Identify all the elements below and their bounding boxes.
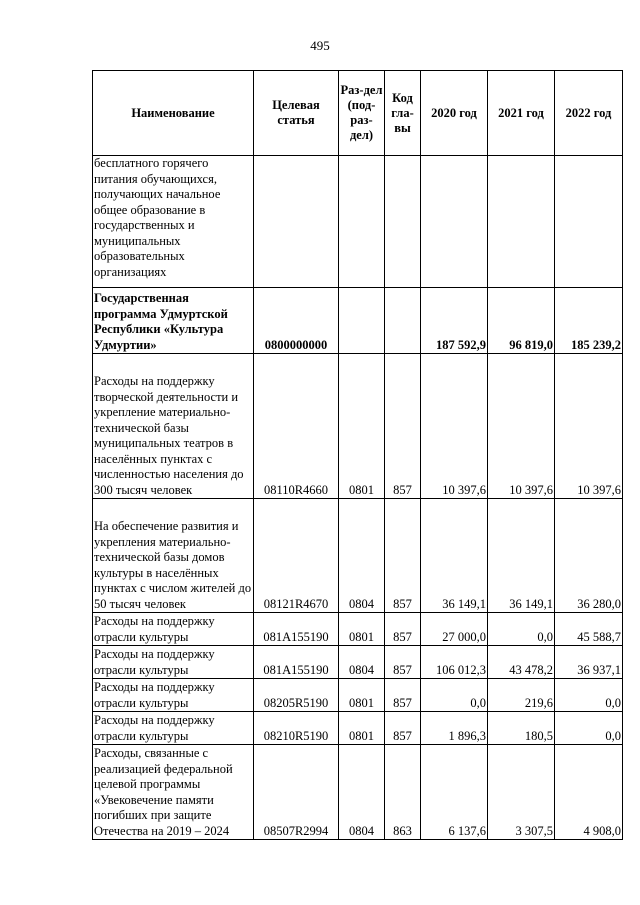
cell-target: 08507R2994: [254, 745, 339, 840]
header-section: Раз-дел (под-раз-дел): [339, 71, 385, 156]
table-row: [93, 288, 623, 354]
cell-section: 0804: [339, 499, 385, 613]
cell-section: [339, 156, 385, 288]
cell-2022: 10 397,6: [555, 354, 623, 499]
cell-2022: 185 239,2: [555, 288, 623, 354]
cell-name: Расходы на поддержку отрасли культуры: [93, 613, 254, 646]
cell-2021: 43 478,2: [488, 646, 555, 679]
cell-2022: 0,0: [555, 679, 623, 712]
cell-target: 08205R5190: [254, 679, 339, 712]
cell-2020: 0,0: [421, 679, 488, 712]
table-row: [93, 156, 623, 288]
cell-2020: 106 012,3: [421, 646, 488, 679]
cell-2021: 219,6: [488, 679, 555, 712]
cell-2021: 180,5: [488, 712, 555, 745]
cell-2022: 0,0: [555, 712, 623, 745]
cell-2020: 36 149,1: [421, 499, 488, 613]
page-number: 495: [310, 38, 330, 53]
cell-target: 08121R4670: [254, 499, 339, 613]
cell-2021: 0,0: [488, 613, 555, 646]
cell-ministry: 857: [385, 613, 421, 646]
cell-2021: [488, 156, 555, 288]
cell-name: На обеспечение развития и укрепления материально-технической базы домов культуры в населённых пунктах с числом жителей до 50 тысяч человек: [93, 499, 254, 613]
cell-2022: 4 908,0: [555, 745, 623, 840]
cell-2022: 36 937,1: [555, 646, 623, 679]
cell-2020: 10 397,6: [421, 354, 488, 499]
table-row: [93, 499, 623, 613]
cell-2022: 36 280,0: [555, 499, 623, 613]
cell-target: [254, 156, 339, 288]
cell-section: 0804: [339, 745, 385, 840]
header-ministry: Код гла-вы: [385, 71, 421, 156]
header-name: Наименование: [93, 71, 254, 156]
cell-section: 0801: [339, 354, 385, 499]
cell-name: бесплатного горячего питания обучающихся, получающих начальное общее образование в государственных и муниципальных образовательных организациях: [93, 156, 254, 288]
cell-2020: 187 592,9: [421, 288, 488, 354]
cell-ministry: 863: [385, 745, 421, 840]
cell-2021: 3 307,5: [488, 745, 555, 840]
cell-2020: 27 000,0: [421, 613, 488, 646]
header-target: Целевая статья: [254, 71, 339, 156]
cell-2022: 45 588,7: [555, 613, 623, 646]
cell-2021: 36 149,1: [488, 499, 555, 613]
cell-ministry: 857: [385, 646, 421, 679]
cell-target: 08210R5190: [254, 712, 339, 745]
cell-section: 0801: [339, 712, 385, 745]
table-row: [93, 679, 623, 712]
cell-ministry: [385, 288, 421, 354]
header-row: [93, 71, 623, 156]
table-row: [93, 646, 623, 679]
cell-section: [339, 288, 385, 354]
header-2020: 2020 год: [421, 71, 488, 156]
cell-ministry: 857: [385, 679, 421, 712]
cell-2021: 10 397,6: [488, 354, 555, 499]
cell-ministry: 857: [385, 712, 421, 745]
cell-2020: 6 137,6: [421, 745, 488, 840]
header-2021: 2021 год: [488, 71, 555, 156]
table-row: [93, 712, 623, 745]
cell-name: Расходы на поддержку отрасли культуры: [93, 646, 254, 679]
cell-name: Расходы на поддержку творческой деятельности и укрепление материально-технической базы муниципальных театров в населённых пунктах с численностью населения до 300 тысяч человек: [93, 354, 254, 499]
cell-target: 0800000000: [254, 288, 339, 354]
cell-ministry: 857: [385, 499, 421, 613]
cell-name: Расходы на поддержку отрасли культуры: [93, 712, 254, 745]
table-row: [93, 613, 623, 646]
cell-section: 0801: [339, 613, 385, 646]
cell-name: Государственная программа Удмуртской Республики «Культура Удмуртии»: [93, 288, 254, 354]
cell-2020: 1 896,3: [421, 712, 488, 745]
table-row: [93, 354, 623, 499]
cell-ministry: 857: [385, 354, 421, 499]
cell-target: 081A155190: [254, 646, 339, 679]
cell-2020: [421, 156, 488, 288]
cell-section: 0804: [339, 646, 385, 679]
cell-2021: 96 819,0: [488, 288, 555, 354]
cell-target: 08110R4660: [254, 354, 339, 499]
cell-ministry: [385, 156, 421, 288]
budget-table: [92, 70, 623, 840]
cell-target: 081A155190: [254, 613, 339, 646]
cell-name: Расходы на поддержку отрасли культуры: [93, 679, 254, 712]
table-row: [93, 745, 623, 840]
cell-name: Расходы, связанные с реализацией федеральной целевой программы «Увековечение памяти погибших при защите Отечества на 2019 – 2024: [93, 745, 254, 840]
header-2022: 2022 год: [555, 71, 623, 156]
cell-2022: [555, 156, 623, 288]
cell-section: 0801: [339, 679, 385, 712]
